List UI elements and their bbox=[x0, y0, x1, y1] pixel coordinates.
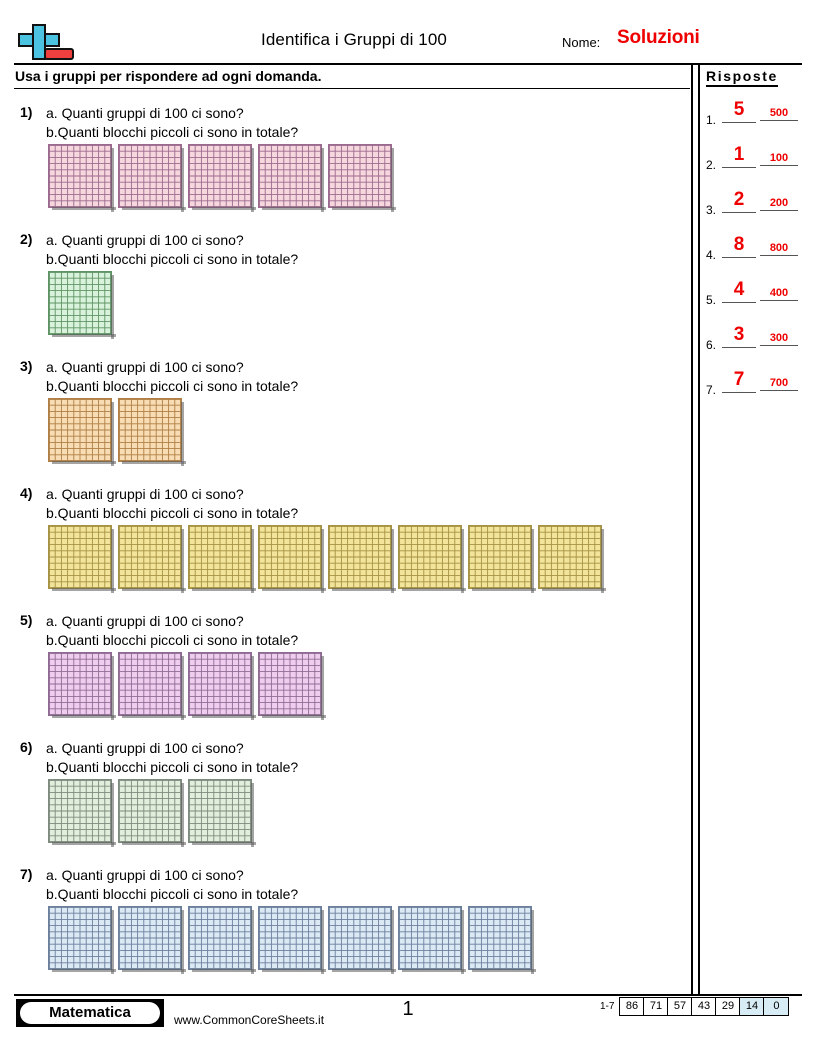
question-line-b: b.Quanti blocchi piccoli ci sono in totale? bbox=[46, 251, 299, 267]
hundred-block-grid bbox=[259, 653, 321, 715]
answer-row bbox=[706, 99, 806, 144]
block-shadow-bottom bbox=[262, 588, 326, 591]
hundred-block bbox=[118, 398, 182, 462]
hundred-block bbox=[118, 144, 182, 208]
score-scale-box: 57 bbox=[668, 998, 692, 1015]
block-shadow-right bbox=[251, 529, 254, 593]
answer-index: 2. bbox=[706, 158, 717, 172]
question-line-b: b.Quanti blocchi piccoli ci sono in totale? bbox=[46, 632, 299, 648]
hundred-block bbox=[48, 398, 112, 462]
score-scale-label: 1-7 bbox=[600, 1001, 615, 1012]
block-shadow-bottom bbox=[402, 969, 466, 972]
block-shadow-bottom bbox=[192, 969, 256, 972]
hundred-block-grid bbox=[539, 526, 601, 588]
page-header bbox=[14, 22, 802, 64]
answer-value-b: 400 bbox=[760, 287, 798, 301]
answer-row bbox=[706, 144, 806, 189]
block-shadow-bottom bbox=[122, 969, 186, 972]
block-shadow-right bbox=[391, 148, 394, 212]
answer-row bbox=[706, 324, 806, 369]
hundred-block-grid bbox=[329, 907, 391, 969]
hundred-block-grid bbox=[49, 780, 111, 842]
hundred-blocks-row bbox=[48, 906, 532, 970]
hundred-blocks-row bbox=[48, 271, 112, 335]
hundred-block-grid bbox=[119, 780, 181, 842]
hundred-block bbox=[258, 906, 322, 970]
block-shadow-right bbox=[461, 529, 464, 593]
question-line-b: b.Quanti blocchi piccoli ci sono in totale? bbox=[46, 505, 299, 521]
block-shadow-right bbox=[181, 783, 184, 847]
hundred-block bbox=[468, 906, 532, 970]
hundred-block-grid bbox=[49, 399, 111, 461]
hundred-blocks-row bbox=[48, 144, 392, 208]
question-number: 4) bbox=[20, 485, 33, 501]
block-shadow-right bbox=[111, 783, 114, 847]
block-shadow-right bbox=[321, 529, 324, 593]
block-shadow-right bbox=[181, 656, 184, 720]
hundred-block bbox=[118, 779, 182, 843]
hundred-block bbox=[188, 779, 252, 843]
block-shadow-bottom bbox=[192, 842, 256, 845]
plus-minus-icon bbox=[14, 22, 84, 62]
block-shadow-bottom bbox=[52, 207, 116, 210]
hundred-block-grid bbox=[329, 145, 391, 207]
block-shadow-bottom bbox=[262, 969, 326, 972]
question-text bbox=[46, 739, 298, 777]
block-shadow-right bbox=[251, 656, 254, 720]
instructions-text: Usa i gruppi per rispondere ad ogni domanda. bbox=[15, 68, 322, 84]
hundred-block-grid bbox=[49, 653, 111, 715]
question-line-a: a. Quanti gruppi di 100 ci sono? bbox=[46, 740, 244, 756]
answer-value-a: 5 bbox=[722, 99, 756, 123]
question-number: 1) bbox=[20, 104, 33, 120]
hundred-block-grid bbox=[189, 780, 251, 842]
block-shadow-right bbox=[321, 656, 324, 720]
minus-bar-icon bbox=[44, 48, 74, 60]
block-shadow-bottom bbox=[472, 588, 536, 591]
answer-value-a: 2 bbox=[722, 189, 756, 213]
answer-row bbox=[706, 369, 806, 414]
hundred-block bbox=[398, 525, 462, 589]
block-shadow-bottom bbox=[52, 969, 116, 972]
hundred-block bbox=[118, 906, 182, 970]
block-shadow-bottom bbox=[52, 715, 116, 718]
hundred-block bbox=[258, 144, 322, 208]
question-line-a: a. Quanti gruppi di 100 ci sono? bbox=[46, 613, 244, 629]
question-line-a: a. Quanti gruppi di 100 ci sono? bbox=[46, 486, 244, 502]
block-shadow-right bbox=[111, 402, 114, 466]
block-shadow-bottom bbox=[192, 588, 256, 591]
header-divider-rule bbox=[14, 63, 802, 65]
hundred-block bbox=[188, 525, 252, 589]
block-shadow-bottom bbox=[262, 207, 326, 210]
question-text bbox=[46, 485, 298, 523]
hundred-block bbox=[258, 525, 322, 589]
block-shadow-bottom bbox=[122, 461, 186, 464]
hundred-block-grid bbox=[259, 526, 321, 588]
hundred-blocks-row bbox=[48, 398, 182, 462]
block-shadow-right bbox=[391, 910, 394, 974]
score-scale bbox=[600, 997, 789, 1016]
hundred-block bbox=[48, 652, 112, 716]
score-scale-box: 14 bbox=[740, 998, 764, 1015]
question-line-b: b.Quanti blocchi piccoli ci sono in totale? bbox=[46, 378, 299, 394]
question-line-b: b.Quanti blocchi piccoli ci sono in totale? bbox=[46, 124, 299, 140]
block-shadow-bottom bbox=[52, 461, 116, 464]
hundred-block-grid bbox=[469, 907, 531, 969]
score-scale-box: 71 bbox=[644, 998, 668, 1015]
hundred-block bbox=[328, 144, 392, 208]
hundred-block bbox=[188, 144, 252, 208]
question-line-a: a. Quanti gruppi di 100 ci sono? bbox=[46, 232, 244, 248]
hundred-block-grid bbox=[189, 145, 251, 207]
answer-column-divider-inner bbox=[698, 63, 700, 994]
score-scale-boxes bbox=[619, 997, 789, 1016]
block-shadow-right bbox=[181, 148, 184, 212]
answer-index: 3. bbox=[706, 203, 717, 217]
hundred-block bbox=[48, 144, 112, 208]
score-scale-box: 0 bbox=[764, 998, 788, 1015]
hundred-block-grid bbox=[399, 907, 461, 969]
answer-key-title: Risposte bbox=[706, 68, 778, 87]
score-scale-box: 86 bbox=[620, 998, 644, 1015]
hundred-block bbox=[48, 271, 112, 335]
block-shadow-bottom bbox=[472, 969, 536, 972]
page-title: Identifica i Gruppi di 100 bbox=[261, 30, 447, 49]
hundred-block-grid bbox=[49, 526, 111, 588]
question-text bbox=[46, 358, 298, 396]
hundred-block bbox=[328, 525, 392, 589]
block-shadow-bottom bbox=[332, 969, 396, 972]
question-text bbox=[46, 612, 298, 650]
block-shadow-right bbox=[531, 910, 534, 974]
hundred-block bbox=[48, 779, 112, 843]
answer-row bbox=[706, 234, 806, 279]
name-value: Soluzioni bbox=[617, 27, 700, 48]
question-line-b: b.Quanti blocchi piccoli ci sono in totale? bbox=[46, 759, 299, 775]
hundred-block-grid bbox=[259, 907, 321, 969]
hundred-block bbox=[48, 525, 112, 589]
answer-row bbox=[706, 279, 806, 324]
hundred-block bbox=[258, 652, 322, 716]
website-url: www.CommonCoreSheets.it bbox=[174, 1013, 325, 1027]
answer-value-a: 1 bbox=[722, 144, 756, 168]
block-shadow-right bbox=[111, 529, 114, 593]
hundred-block-grid bbox=[49, 907, 111, 969]
block-shadow-right bbox=[111, 910, 114, 974]
hundred-block-grid bbox=[469, 526, 531, 588]
brand-label: Matematica bbox=[20, 1002, 160, 1024]
answer-value-b: 200 bbox=[760, 197, 798, 211]
block-shadow-right bbox=[111, 656, 114, 720]
block-shadow-right bbox=[111, 148, 114, 212]
page-number: 1 bbox=[402, 998, 414, 1020]
question-line-b: b.Quanti blocchi piccoli ci sono in totale? bbox=[46, 886, 299, 902]
hundred-blocks-row bbox=[48, 652, 322, 716]
block-shadow-right bbox=[601, 529, 604, 593]
block-shadow-right bbox=[251, 910, 254, 974]
hundred-block bbox=[468, 525, 532, 589]
answer-value-a: 3 bbox=[722, 324, 756, 348]
block-shadow-right bbox=[251, 148, 254, 212]
block-shadow-right bbox=[181, 529, 184, 593]
block-shadow-right bbox=[321, 148, 324, 212]
hundred-block bbox=[188, 652, 252, 716]
question-number: 7) bbox=[20, 866, 33, 882]
hundred-block-grid bbox=[189, 907, 251, 969]
block-shadow-right bbox=[181, 910, 184, 974]
hundred-block-grid bbox=[119, 526, 181, 588]
hundred-block bbox=[118, 525, 182, 589]
hundred-block-grid bbox=[119, 145, 181, 207]
hundred-block bbox=[118, 652, 182, 716]
block-shadow-bottom bbox=[542, 588, 606, 591]
hundred-block-grid bbox=[189, 526, 251, 588]
hundred-block-grid bbox=[49, 145, 111, 207]
hundred-block bbox=[188, 906, 252, 970]
block-shadow-bottom bbox=[192, 207, 256, 210]
question-number: 2) bbox=[20, 231, 33, 247]
question-number: 5) bbox=[20, 612, 33, 628]
hundred-block-grid bbox=[119, 907, 181, 969]
hundred-block bbox=[538, 525, 602, 589]
hundred-block-grid bbox=[259, 145, 321, 207]
answer-index: 4. bbox=[706, 248, 717, 262]
score-scale-box: 29 bbox=[716, 998, 740, 1015]
block-shadow-bottom bbox=[402, 588, 466, 591]
hundred-block bbox=[48, 906, 112, 970]
answer-index: 1. bbox=[706, 113, 717, 127]
hundred-block-grid bbox=[119, 653, 181, 715]
block-shadow-bottom bbox=[122, 842, 186, 845]
block-shadow-bottom bbox=[192, 715, 256, 718]
block-shadow-bottom bbox=[332, 207, 396, 210]
question-number: 6) bbox=[20, 739, 33, 755]
answer-index: 6. bbox=[706, 338, 717, 352]
block-shadow-right bbox=[111, 275, 114, 339]
block-shadow-bottom bbox=[122, 588, 186, 591]
hundred-blocks-row bbox=[48, 779, 252, 843]
answer-value-a: 4 bbox=[722, 279, 756, 303]
block-shadow-right bbox=[531, 529, 534, 593]
name-label: Nome: bbox=[562, 35, 601, 50]
block-shadow-right bbox=[461, 910, 464, 974]
block-shadow-bottom bbox=[52, 842, 116, 845]
hundred-block bbox=[328, 906, 392, 970]
instructions-divider-rule bbox=[14, 88, 690, 89]
question-line-a: a. Quanti gruppi di 100 ci sono? bbox=[46, 105, 244, 121]
hundred-block-grid bbox=[399, 526, 461, 588]
answer-value-b: 800 bbox=[760, 242, 798, 256]
answer-key-rows bbox=[706, 99, 806, 414]
block-shadow-right bbox=[251, 783, 254, 847]
hundred-block-grid bbox=[49, 272, 111, 334]
block-shadow-bottom bbox=[262, 715, 326, 718]
score-scale-box: 43 bbox=[692, 998, 716, 1015]
answer-index: 5. bbox=[706, 293, 717, 307]
block-shadow-right bbox=[181, 402, 184, 466]
block-shadow-bottom bbox=[122, 207, 186, 210]
footer-divider-rule bbox=[14, 994, 802, 996]
answer-row bbox=[706, 189, 806, 234]
block-shadow-bottom bbox=[52, 588, 116, 591]
block-shadow-bottom bbox=[52, 334, 116, 337]
answer-column-divider-outer bbox=[691, 63, 693, 994]
hundred-block bbox=[398, 906, 462, 970]
answer-index: 7. bbox=[706, 383, 717, 397]
question-line-a: a. Quanti gruppi di 100 ci sono? bbox=[46, 359, 244, 375]
block-shadow-right bbox=[321, 910, 324, 974]
answer-value-a: 7 bbox=[722, 369, 756, 393]
question-line-a: a. Quanti gruppi di 100 ci sono? bbox=[46, 867, 244, 883]
answer-value-b: 500 bbox=[760, 107, 798, 121]
answer-value-b: 100 bbox=[760, 152, 798, 166]
question-text bbox=[46, 231, 298, 269]
question-text bbox=[46, 866, 298, 904]
question-text bbox=[46, 104, 298, 142]
block-shadow-bottom bbox=[332, 588, 396, 591]
answer-value-b: 700 bbox=[760, 377, 798, 391]
hundred-block-grid bbox=[119, 399, 181, 461]
answer-value-b: 300 bbox=[760, 332, 798, 346]
answer-value-a: 8 bbox=[722, 234, 756, 258]
hundred-block-grid bbox=[329, 526, 391, 588]
hundred-block-grid bbox=[189, 653, 251, 715]
block-shadow-bottom bbox=[122, 715, 186, 718]
plus-center-fill bbox=[34, 35, 44, 45]
block-shadow-right bbox=[391, 529, 394, 593]
question-number: 3) bbox=[20, 358, 33, 374]
hundred-blocks-row bbox=[48, 525, 602, 589]
answer-key-column bbox=[706, 68, 806, 414]
